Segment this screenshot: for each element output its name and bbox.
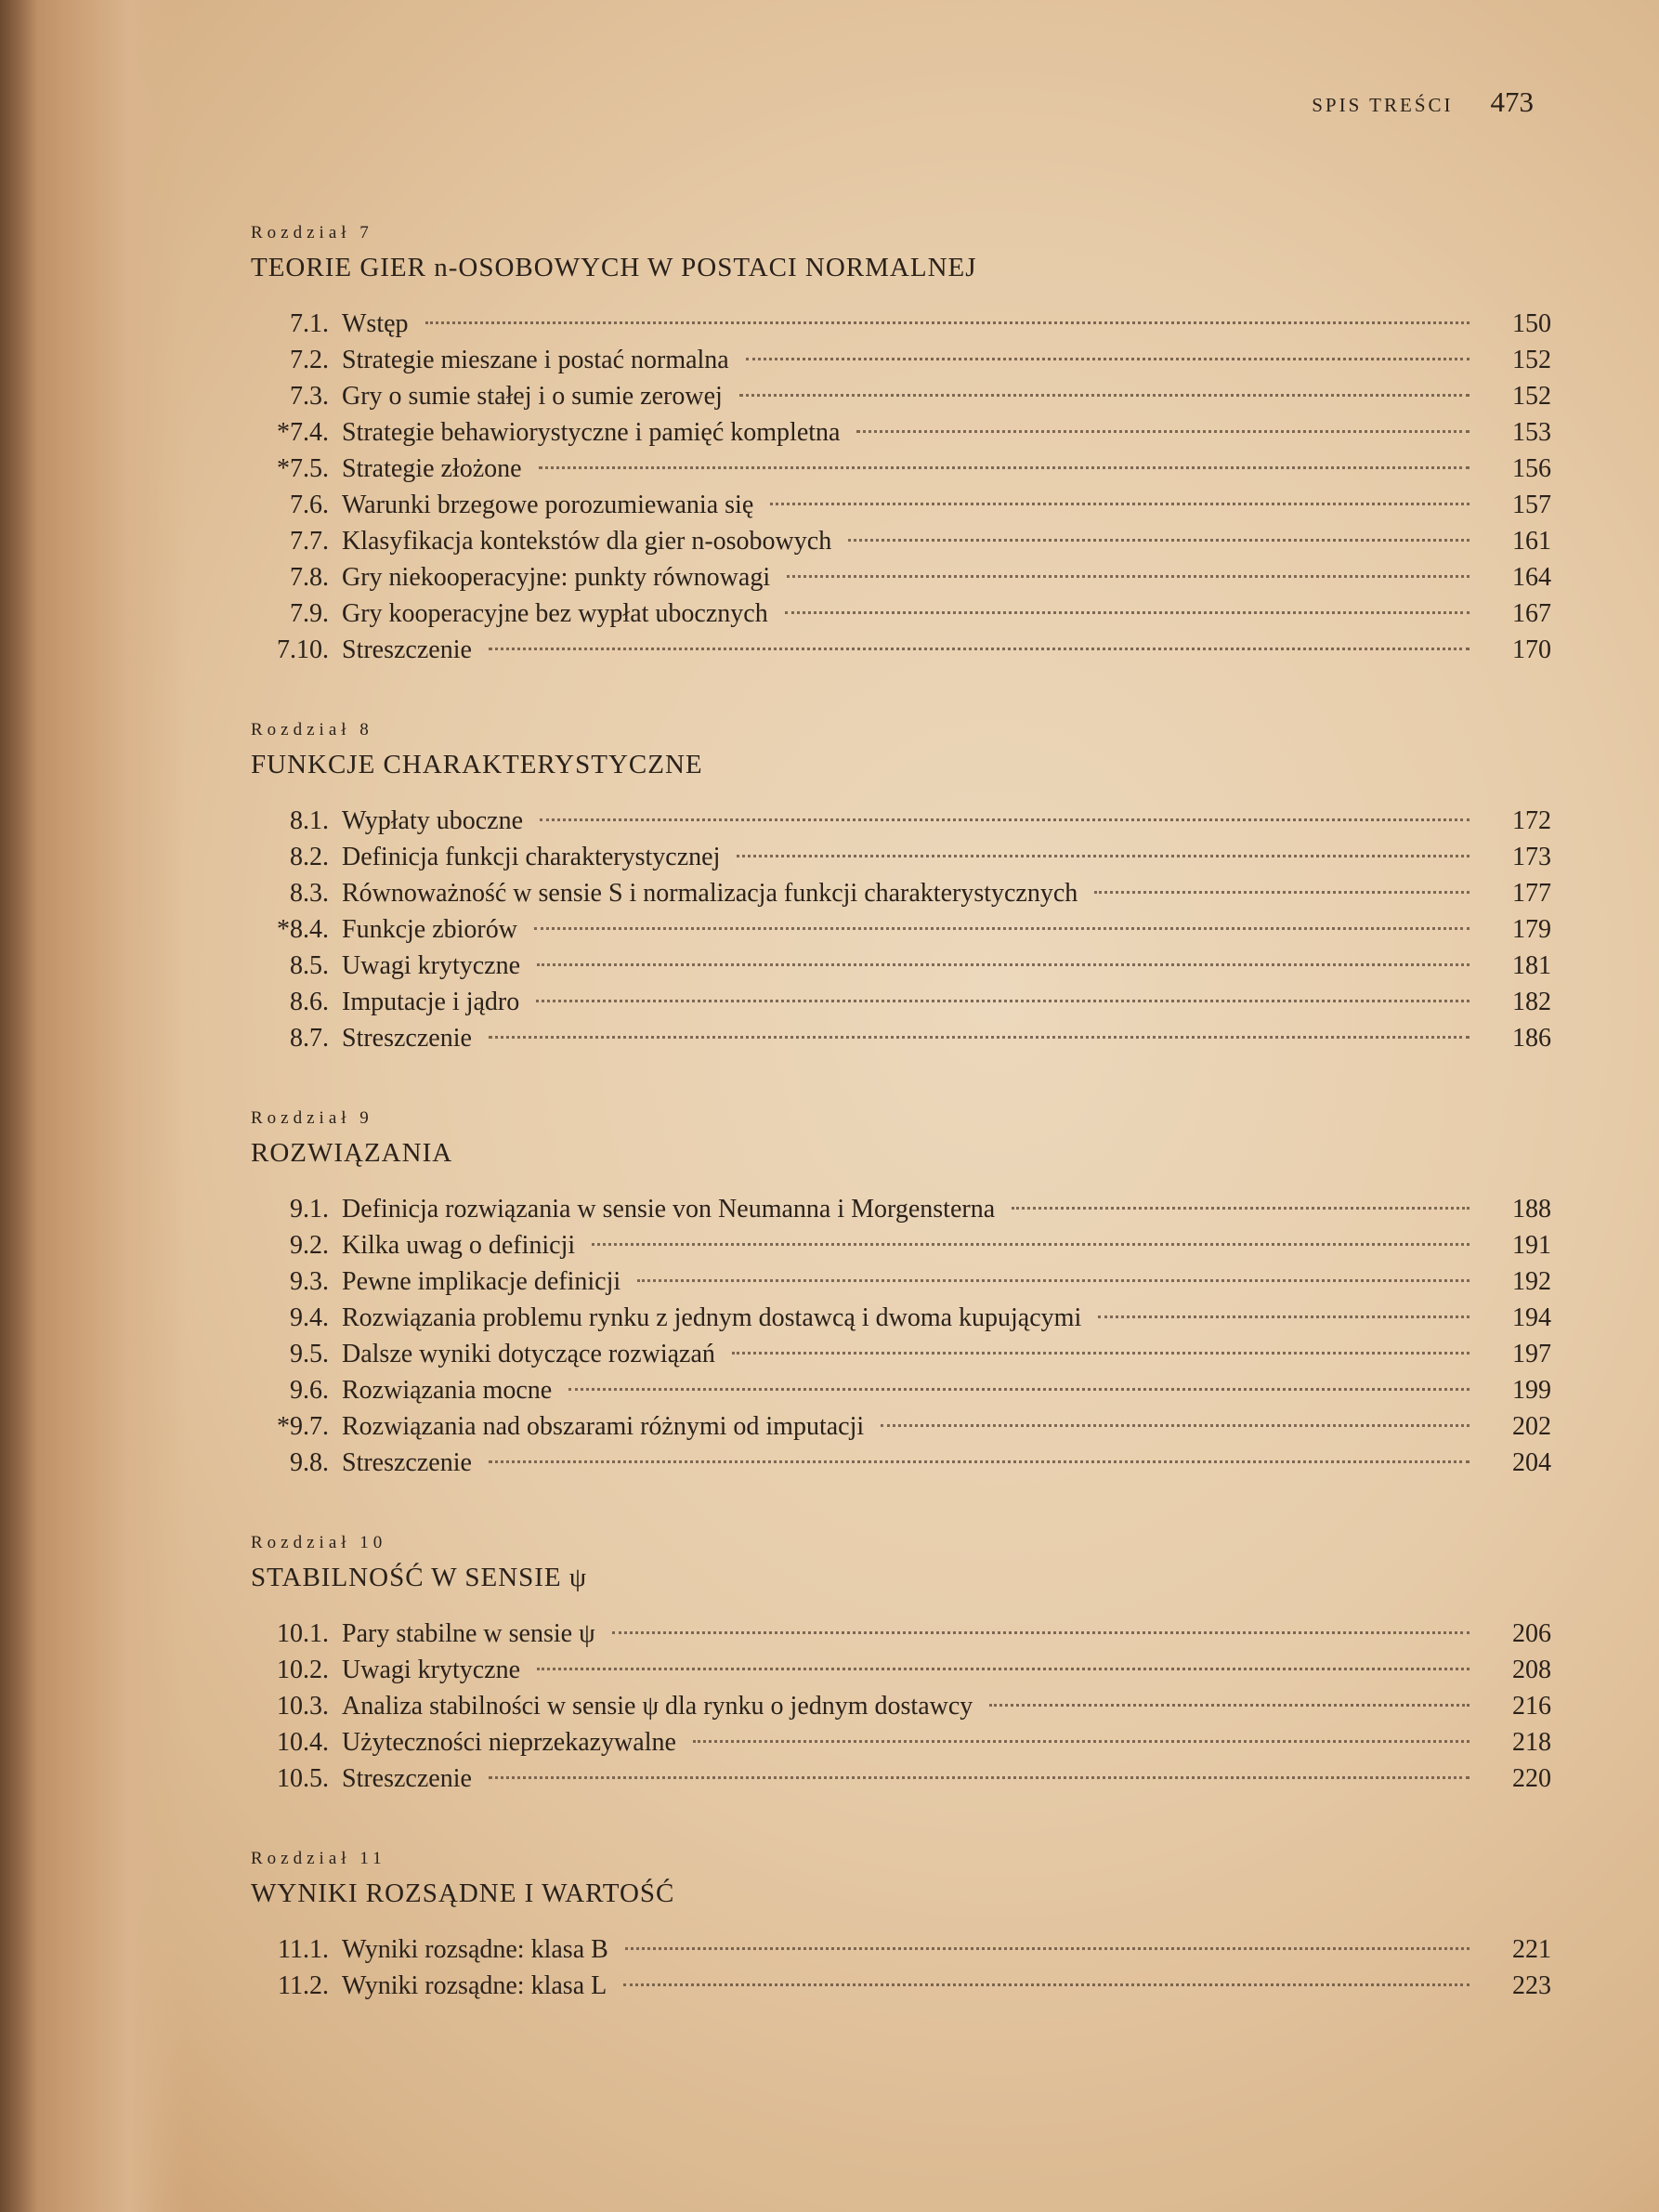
entry-title: Uwagi krytyczne <box>342 951 521 980</box>
entry-number: 9.8. <box>290 1448 329 1477</box>
dot-leader <box>537 1668 1470 1670</box>
toc-entry <box>251 1231 1551 1267</box>
entry-page-number: 152 <box>1512 346 1551 374</box>
entry-number: 9.5. <box>290 1340 329 1368</box>
entry-title: Użyteczności nieprzekazywalne <box>342 1728 676 1757</box>
toc-entry <box>251 418 1551 454</box>
dot-leader <box>425 321 1470 324</box>
toc-entry <box>251 563 1551 599</box>
entry-number: 9.4. <box>290 1303 329 1332</box>
entry-page-number: 153 <box>1512 418 1551 447</box>
entry-page-number: 194 <box>1512 1303 1551 1332</box>
entry-number: 8.1. <box>290 806 329 835</box>
dot-leader <box>625 1947 1470 1950</box>
entry-title: Gry kooperacyjne bez wypłat ubocznych <box>342 599 768 628</box>
toc-entry <box>251 1267 1551 1303</box>
entry-number: 10.5. <box>277 1764 329 1793</box>
entry-page-number: 164 <box>1512 563 1551 592</box>
entry-number: 11.2. <box>278 1971 329 2000</box>
dot-leader <box>536 1000 1470 1002</box>
entry-page-number: 181 <box>1512 951 1551 980</box>
dot-leader <box>693 1740 1470 1743</box>
table-of-contents <box>251 223 1551 2056</box>
entry-number: 9.2. <box>290 1231 329 1260</box>
dot-leader <box>637 1279 1470 1282</box>
entry-page-number: 197 <box>1512 1340 1551 1368</box>
entry-page-number: 186 <box>1512 1024 1551 1053</box>
chapter-title: ROZWIĄZANIA <box>251 1138 453 1168</box>
entry-number: 10.3. <box>277 1692 329 1721</box>
toc-entry <box>251 382 1551 418</box>
chapter-section <box>251 223 1551 672</box>
entry-page-number: 208 <box>1512 1656 1551 1684</box>
entry-title: Warunki brzegowe porozumiewania się <box>342 491 754 519</box>
entry-number: 9.3. <box>290 1267 329 1296</box>
entry-title: Streszczenie <box>342 1024 472 1053</box>
chapter-label: Rozdział 9 <box>251 1108 373 1128</box>
entry-page-number: 167 <box>1512 599 1551 628</box>
dot-leader <box>739 394 1470 397</box>
entry-title: Streszczenie <box>342 635 472 664</box>
gutter-shadow <box>0 0 37 2212</box>
entry-title: Strategie mieszane i postać normalna <box>342 346 729 374</box>
entry-page-number: 179 <box>1512 915 1551 944</box>
toc-entry <box>251 1412 1551 1448</box>
toc-entry <box>251 806 1551 843</box>
entry-number: 8.3. <box>290 879 329 908</box>
entry-number: 7.9. <box>290 599 329 628</box>
entry-number: 8.6. <box>290 988 329 1016</box>
entry-title: Streszczenie <box>342 1764 472 1793</box>
dot-leader <box>623 1983 1470 1986</box>
entry-number: 10.2. <box>277 1656 329 1684</box>
toc-entry <box>251 879 1551 915</box>
entry-title: Analiza stabilności w sensie ψ dla rynku o jednym dostawcy <box>342 1692 973 1721</box>
entry-number: 7.7. <box>290 527 329 556</box>
chapter-label: Rozdział 7 <box>251 223 373 242</box>
entry-number: 11.1. <box>278 1935 329 1964</box>
toc-entry <box>251 843 1551 879</box>
entry-title: Strategie złożone <box>342 454 522 483</box>
dot-leader <box>612 1631 1470 1634</box>
entry-title: Gry niekooperacyjne: punkty równowagi <box>342 563 771 592</box>
toc-entry <box>251 491 1551 527</box>
page-header <box>1312 85 1534 119</box>
entry-page-number: 216 <box>1512 1692 1551 1721</box>
toc-entry <box>251 1764 1551 1800</box>
dot-leader <box>568 1388 1470 1391</box>
dot-leader <box>489 1460 1470 1463</box>
entry-number: 7.8. <box>290 563 329 592</box>
entry-page-number: 192 <box>1512 1267 1551 1296</box>
entry-title: Wstęp <box>342 309 409 338</box>
toc-entry <box>251 1656 1551 1692</box>
toc-entry <box>251 1692 1551 1728</box>
chapter-section <box>251 720 1551 1060</box>
entry-page-number: 182 <box>1512 988 1551 1016</box>
entry-page-number: 191 <box>1512 1231 1551 1260</box>
entry-page-number: 172 <box>1512 806 1551 835</box>
dot-leader <box>989 1704 1470 1707</box>
entry-page-number: 152 <box>1512 382 1551 411</box>
running-title: SPIS TREŚCI <box>1312 94 1454 116</box>
entry-number: 7.3. <box>290 382 329 411</box>
entry-title: Rozwiązania mocne <box>342 1376 553 1405</box>
chapter-title: TEORIE GIER n-OSOBOWYCH W POSTACI NORMALNEJ <box>251 253 977 282</box>
entry-number: 8.2. <box>290 843 329 871</box>
entry-title: Definicja rozwiązania w sensie von Neumanna i Morgensterna <box>342 1195 996 1224</box>
toc-entry <box>251 1376 1551 1412</box>
dot-leader <box>881 1424 1470 1427</box>
chapter-title: STABILNOŚĆ W SENSIE ψ <box>251 1563 588 1592</box>
toc-entry <box>251 599 1551 635</box>
dot-leader <box>540 818 1470 821</box>
entry-title: Wyniki rozsądne: klasa B <box>342 1935 608 1964</box>
entry-page-number: 161 <box>1512 527 1551 556</box>
entry-title: Streszczenie <box>342 1448 472 1477</box>
entry-title: Wyniki rozsądne: klasa L <box>342 1971 607 2000</box>
entry-title: Pewne implikacje definicji <box>342 1267 621 1296</box>
toc-entry <box>251 454 1551 491</box>
dot-leader <box>489 1776 1470 1779</box>
dot-leader <box>534 927 1470 930</box>
entry-title: Gry o sumie stałej i o sumie zerowej <box>342 382 723 411</box>
entry-page-number: 156 <box>1512 454 1551 483</box>
dot-leader <box>787 575 1470 578</box>
entry-page-number: 221 <box>1512 1935 1551 1964</box>
entry-page-number: 223 <box>1512 1971 1551 2000</box>
chapter-title: WYNIKI ROZSĄDNE I WARTOŚĆ <box>251 1878 675 1908</box>
entry-title: Definicja funkcji charakterystycznej <box>342 843 721 871</box>
entry-number: *7.4. <box>277 418 329 447</box>
dot-leader <box>732 1352 1470 1355</box>
chapter-label: Rozdział 8 <box>251 720 373 740</box>
dot-leader <box>1012 1207 1470 1210</box>
entry-title: Dalsze wyniki dotyczące rozwiązań <box>342 1340 715 1368</box>
entry-page-number: 204 <box>1512 1448 1551 1477</box>
dot-leader <box>770 503 1470 505</box>
entry-title: Pary stabilne w sensie ψ <box>342 1619 595 1648</box>
entry-number: *9.7. <box>277 1412 329 1441</box>
toc-entry <box>251 1935 1551 1971</box>
entry-title: Strategie behawiorystyczne i pamięć kompletna <box>342 418 841 447</box>
entry-page-number: 202 <box>1512 1412 1551 1441</box>
chapter-label: Rozdział 11 <box>251 1849 386 1868</box>
toc-entry <box>251 1971 1551 2008</box>
entry-title: Funkcje zbiorów <box>342 915 517 944</box>
dot-leader <box>785 611 1470 614</box>
toc-entry <box>251 1728 1551 1764</box>
chapter-title: FUNKCJE CHARAKTERYSTYCZNE <box>251 750 703 779</box>
entry-page-number: 173 <box>1512 843 1551 871</box>
chapter-label: Rozdział 10 <box>251 1533 387 1552</box>
entry-page-number: 218 <box>1512 1728 1551 1757</box>
entry-number: *8.4. <box>277 915 329 944</box>
entry-number: 9.6. <box>290 1376 329 1405</box>
entry-page-number: 199 <box>1512 1376 1551 1405</box>
dot-leader <box>746 358 1470 360</box>
dot-leader <box>856 430 1470 433</box>
toc-entry <box>251 915 1551 951</box>
toc-entry <box>251 309 1551 346</box>
toc-entry <box>251 951 1551 988</box>
entry-number: 8.5. <box>290 951 329 980</box>
chapter-section <box>251 1108 1551 1485</box>
entry-number: 9.1. <box>290 1195 329 1224</box>
toc-entry <box>251 527 1551 563</box>
chapter-section <box>251 1849 1551 2008</box>
entry-title: Rozwiązania nad obszarami różnymi od imputacji <box>342 1412 865 1441</box>
entry-title: Równoważność w sensie S i normalizacja funkcji charakterystycznych <box>342 879 1078 908</box>
page-number: 473 <box>1490 85 1534 118</box>
entry-number: 10.4. <box>277 1728 329 1757</box>
entry-title: Klasyfikacja kontekstów dla gier n-osobowych <box>342 527 832 556</box>
entry-title: Imputacje i jądro <box>342 988 520 1016</box>
entry-page-number: 220 <box>1512 1764 1551 1793</box>
entry-number: 8.7. <box>290 1024 329 1053</box>
entry-number: 7.6. <box>290 491 329 519</box>
entry-page-number: 188 <box>1512 1195 1551 1224</box>
entry-number: 10.1. <box>277 1619 329 1648</box>
toc-entry <box>251 1195 1551 1231</box>
dot-leader <box>489 648 1470 650</box>
entry-page-number: 150 <box>1512 309 1551 338</box>
entry-number: 7.1. <box>290 309 329 338</box>
toc-entry <box>251 346 1551 382</box>
entry-title: Rozwiązania problemu rynku z jednym dostawcą i dwoma kupującymi <box>342 1303 1082 1332</box>
entry-title: Wypłaty uboczne <box>342 806 524 835</box>
dot-leader <box>1094 891 1470 894</box>
entry-page-number: 206 <box>1512 1619 1551 1648</box>
entry-page-number: 170 <box>1512 635 1551 664</box>
dot-leader <box>737 855 1470 857</box>
entry-number: 7.2. <box>290 346 329 374</box>
chapter-section <box>251 1533 1551 1800</box>
toc-entry <box>251 1303 1551 1340</box>
dot-leader <box>539 466 1470 469</box>
toc-entry <box>251 1024 1551 1060</box>
entry-page-number: 157 <box>1512 491 1551 519</box>
entry-number: *7.5. <box>277 454 329 483</box>
dot-leader <box>537 963 1470 966</box>
entry-title: Uwagi krytyczne <box>342 1656 521 1684</box>
dot-leader <box>592 1243 1470 1246</box>
toc-entry <box>251 988 1551 1024</box>
entry-number: 7.10. <box>277 635 329 664</box>
toc-entry <box>251 1619 1551 1656</box>
dot-leader <box>489 1036 1470 1039</box>
entry-page-number: 177 <box>1512 879 1551 908</box>
dot-leader <box>848 539 1470 542</box>
toc-entry <box>251 1448 1551 1485</box>
dot-leader <box>1098 1315 1470 1318</box>
toc-entry <box>251 1340 1551 1376</box>
toc-entry <box>251 635 1551 672</box>
entry-title: Kilka uwag o definicji <box>342 1231 576 1260</box>
